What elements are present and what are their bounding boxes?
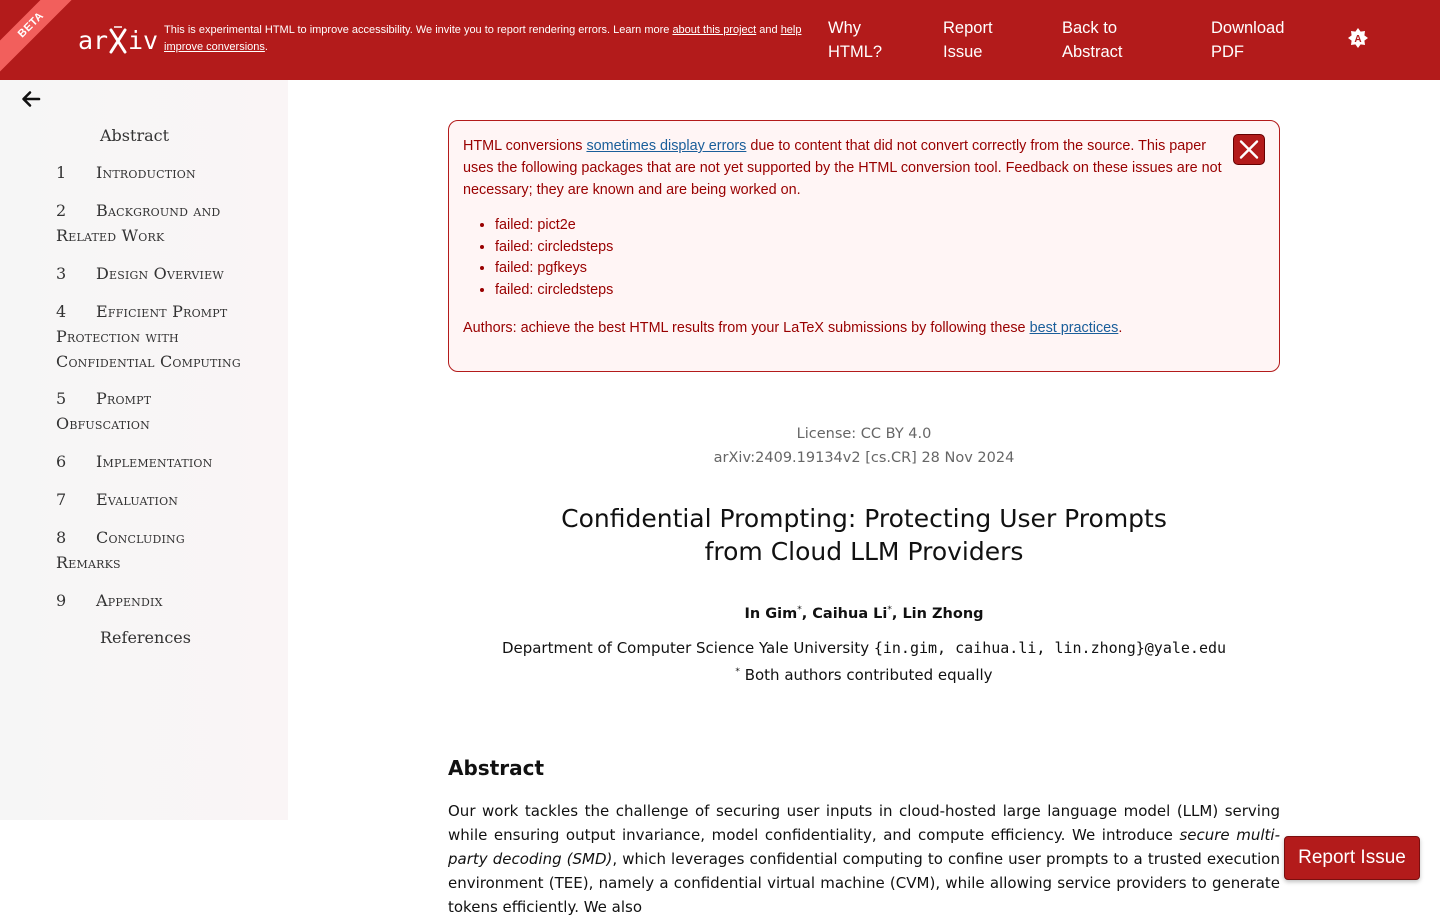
equal-contribution-mark: * (887, 605, 892, 615)
table-of-contents (0, 80, 288, 820)
warning-footer-prefix: Authors: achieve the best HTML results from your LaTeX submissions by following these (463, 320, 1030, 336)
report-issue-button[interactable]: Report Issue (1284, 836, 1420, 880)
close-icon (1234, 135, 1264, 164)
toc-number: 7 (56, 490, 67, 509)
list-item: • failed: pict2e (495, 215, 1265, 237)
toc-number: 6 (56, 452, 67, 471)
toc-label: Introduction (96, 163, 196, 182)
toc-item-implementation[interactable] (56, 449, 271, 474)
author-name: Caihua Li (812, 605, 888, 622)
toc-item-design-overview[interactable] (56, 261, 271, 286)
toc-item-references[interactable]: References (100, 628, 191, 647)
arxiv-id: arXiv:2409.19134v2 [cs.CR] 28 Nov 2024 (713, 450, 1015, 466)
license-info (448, 422, 1280, 470)
notice-text: This is experimental HTML to improve accessibility. We invite you to report rendering errors. Learn more (164, 24, 673, 36)
toc-number: 3 (56, 264, 67, 283)
toc-item-appendix[interactable] (56, 588, 271, 613)
beta-ribbon: BETA (0, 0, 85, 79)
toc-number: 8 (56, 528, 67, 547)
arrow-left-icon[interactable] (20, 88, 42, 110)
paper-title: Confidential Prompting: Protecting User Prompts from Cloud LLM Providers (561, 504, 1167, 566)
affiliation-text: Department of Computer Science Yale University (501, 639, 874, 657)
theme-toggle-icon[interactable] (1347, 27, 1369, 49)
toc-item-prompt-protection[interactable] (56, 299, 276, 374)
toc-label: Design Overview (96, 264, 224, 283)
top-banner (0, 0, 1440, 80)
warning-footer (463, 317, 1265, 339)
failed-packages-list (495, 215, 1265, 301)
list-item: • failed: circledsteps (495, 280, 1265, 302)
license-text: License: CC BY 4.0 (796, 426, 932, 442)
warning-text-prefix: HTML conversions (463, 138, 587, 154)
list-item: • failed: pgfkeys (495, 258, 1265, 280)
author-emails: {in.gim, caihua.li, lin.zhong}@yale.edu (873, 639, 1227, 657)
toc-label: Prompt Obfuscation (56, 389, 152, 433)
abstract-part: Our work tackles the challenge of securing user inputs in cloud-hosted large language model (LLM) serving while ensuring output invariance, model confidentiality, and compute efficiency. We introduce (448, 802, 1280, 844)
svg-text:iv: iv (128, 26, 159, 55)
report-issue-link[interactable]: Report Issue (943, 19, 993, 61)
notice-period: . (264, 41, 268, 53)
toc-item-prompt-obfuscation[interactable] (56, 386, 236, 436)
toc-number: 4 (56, 302, 67, 321)
author-name: In Gim (744, 605, 798, 622)
arxiv-logo[interactable] (78, 24, 159, 58)
author-name: Lin Zhong (902, 605, 984, 622)
abstract-heading: Abstract (448, 756, 545, 780)
toc-item-concluding-remarks[interactable] (56, 525, 236, 575)
warning-footer-suffix: . (1118, 320, 1123, 336)
equal-contribution-mark: * (735, 667, 740, 677)
experimental-notice (164, 22, 814, 56)
arxiv-logo-icon (78, 24, 159, 58)
abstract-part: , which leverages confidential computing to confine user prompts to a trusted execution environment (TEE), namely a confidential virtual machine (CVM), while allowing service providers to generate tokens efficiently. We also (448, 850, 1280, 916)
affiliation (448, 636, 1280, 687)
svg-text:A: A (1354, 34, 1362, 45)
about-project-link[interactable]: about this project (672, 24, 757, 36)
svg-text:ar: ar (78, 26, 109, 55)
abstract-text (448, 799, 1280, 919)
list-item: • failed: circledsteps (495, 237, 1265, 259)
toc-label: Implementation (96, 452, 213, 471)
why-html-link[interactable]: Why HTML? (828, 19, 883, 61)
toc-number: 1 (56, 163, 67, 182)
author-list: In Gim*, Caihua Li*, Lin Zhong (744, 605, 984, 622)
conversion-warning (448, 120, 1280, 372)
display-errors-link[interactable]: sometimes display errors (586, 138, 747, 154)
toc-label: Concluding Remarks (56, 528, 185, 572)
toc-label: Background and Related Work (56, 201, 221, 245)
toc-number: 2 (56, 201, 67, 220)
equal-contribution-note: Both authors contributed equally (739, 666, 993, 684)
toc-label: Evaluation (96, 490, 179, 509)
toc-number: 5 (56, 389, 67, 408)
close-warning-button[interactable] (1233, 134, 1265, 165)
toc-item-abstract[interactable]: Abstract (100, 126, 170, 145)
toc-item-introduction[interactable] (56, 160, 271, 185)
toc-number: 9 (56, 591, 67, 610)
download-pdf-link[interactable]: Download PDF (1211, 19, 1285, 61)
toc-item-background[interactable] (56, 198, 271, 248)
toc-label: Appendix (96, 591, 163, 610)
warning-message (463, 135, 1223, 201)
notice-and: and (756, 24, 781, 36)
back-to-abstract-link[interactable]: Back to Abstract (1062, 19, 1123, 61)
best-practices-link[interactable]: best practices (1029, 320, 1119, 336)
toc-label: Efficient Prompt Protection with Confidential Computing (56, 302, 241, 371)
help-improve-link[interactable]: help improve conversions (164, 24, 802, 53)
equal-contribution-mark: * (797, 605, 802, 615)
abstract-emphasis: secure multi-party decoding (SMD) (448, 826, 1280, 868)
warning-text-suffix: due to content that did not convert correctly from the source. This paper uses the following packages that are not yet supported by the HTML conversion tool. Feedback on these issues are not necessary; they are known and are being worked on. (463, 138, 1222, 198)
toc-item-evaluation[interactable] (56, 487, 271, 512)
